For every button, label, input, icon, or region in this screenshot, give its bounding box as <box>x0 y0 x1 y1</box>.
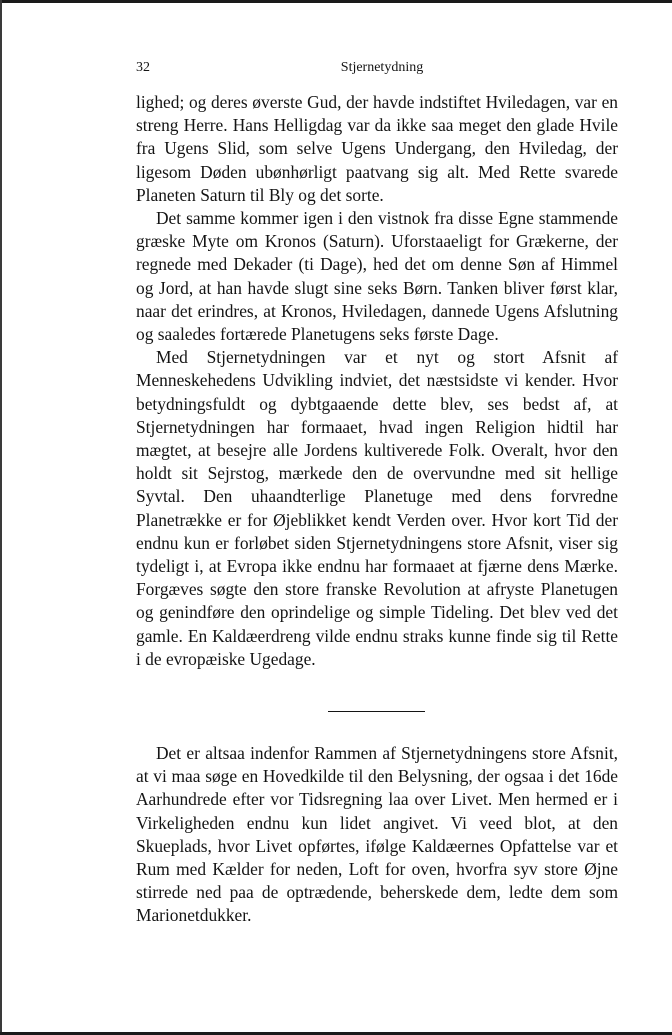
running-head: Stjernetydning <box>340 60 424 75</box>
section-text <box>136 91 618 671</box>
paragraph-kronos: Det samme kommer igen i den vistnok fra disse Egne stammende græske Myte om Kronos (Saturn). Uforstaaeligt for Grækerne, der regnede med Dekader (ti Dage), hed det om denne Søn af Himmel og Jord, at han havde slugt sine seks Børn. Tanken bliver først klar, naar det erindres, at Kronos, Hviledagen, dannede Ugens Afslutning og saaledes fortærede Planetugens seks første Dage. <box>136 208 618 345</box>
page-edge-left <box>0 0 2 1035</box>
paragraph-stjernetydning: Med Stjernetydningen var et nyt og stort Afsnit af Menneskehedens Udvikling indviet, det næstsidste vi kender. Hvor betydningsfuldt og dybtgaaende dette blev, ses bedst af, at Stjernetydningen har formaaet, hvad ingen Religion hidtil har mægtet, at besejre alle Jordens kultiverede Folk. Overalt, hvor den holdt sit Sejrstog, mærkede den de overvundne med sit hellige Syvtal. Den uhaandterlige Planetuge med dens forvredne Planetrække er for Øjeblikket kendt Verden over. Hvor kort Tid der endnu kun er forløbet siden Stjernetydningens store Afsnit, viser sig tydeligt i, at Evropa ikke endnu har formaaet at fjærne dens Mærke. Forgæves søgte den store franske Revolution at afryste Planetugen og genindføre den oprindelige og simple Tideling. Det blev ved det gamle. En Kaldæerdreng vilde endnu straks kunne finde sig til Rette i de evropæiske Ugedage. <box>136 347 618 669</box>
page-number: 32 <box>136 60 150 75</box>
paragraph-continued: lighed; og deres øverste Gud, der havde indstiftet Hviledagen, var en streng Herre. Hans Helligdag var da ikke saa meget den glade Hvile fra Ugens Slid, som selve Ugens Undergang, den Hviledag, der ligesom Døden ubønhørligt paatvang sig alt. Med Rette svarede Planeten Saturn til Bly og det sorte. <box>136 92 618 205</box>
next-section-text <box>136 742 618 928</box>
section-divider <box>328 711 425 712</box>
page-edge-top <box>0 0 672 3</box>
page-header <box>136 60 618 80</box>
paragraph-hovedkilde: Det er altsaa indenfor Rammen af Stjernetydningens store Afsnit, at vi maa søge en Hovedkilde til den Belysning, der ogsaa i det 16de Aarhundrede efter vor Tidsregning laa over Livet. Men hermed er i Virkeligheden endnu kun lidet angivet. Vi veed blot, at den Skueplads, hvor Livet opførtes, ifølge Kaldæernes Opfattelse var et Rum med Kælder for neden, Loft for oven, hvorfra syv store Øjne stirrede ned paa de optrædende, beherskede dem, ledte dem som Marionetdukker. <box>136 743 618 926</box>
